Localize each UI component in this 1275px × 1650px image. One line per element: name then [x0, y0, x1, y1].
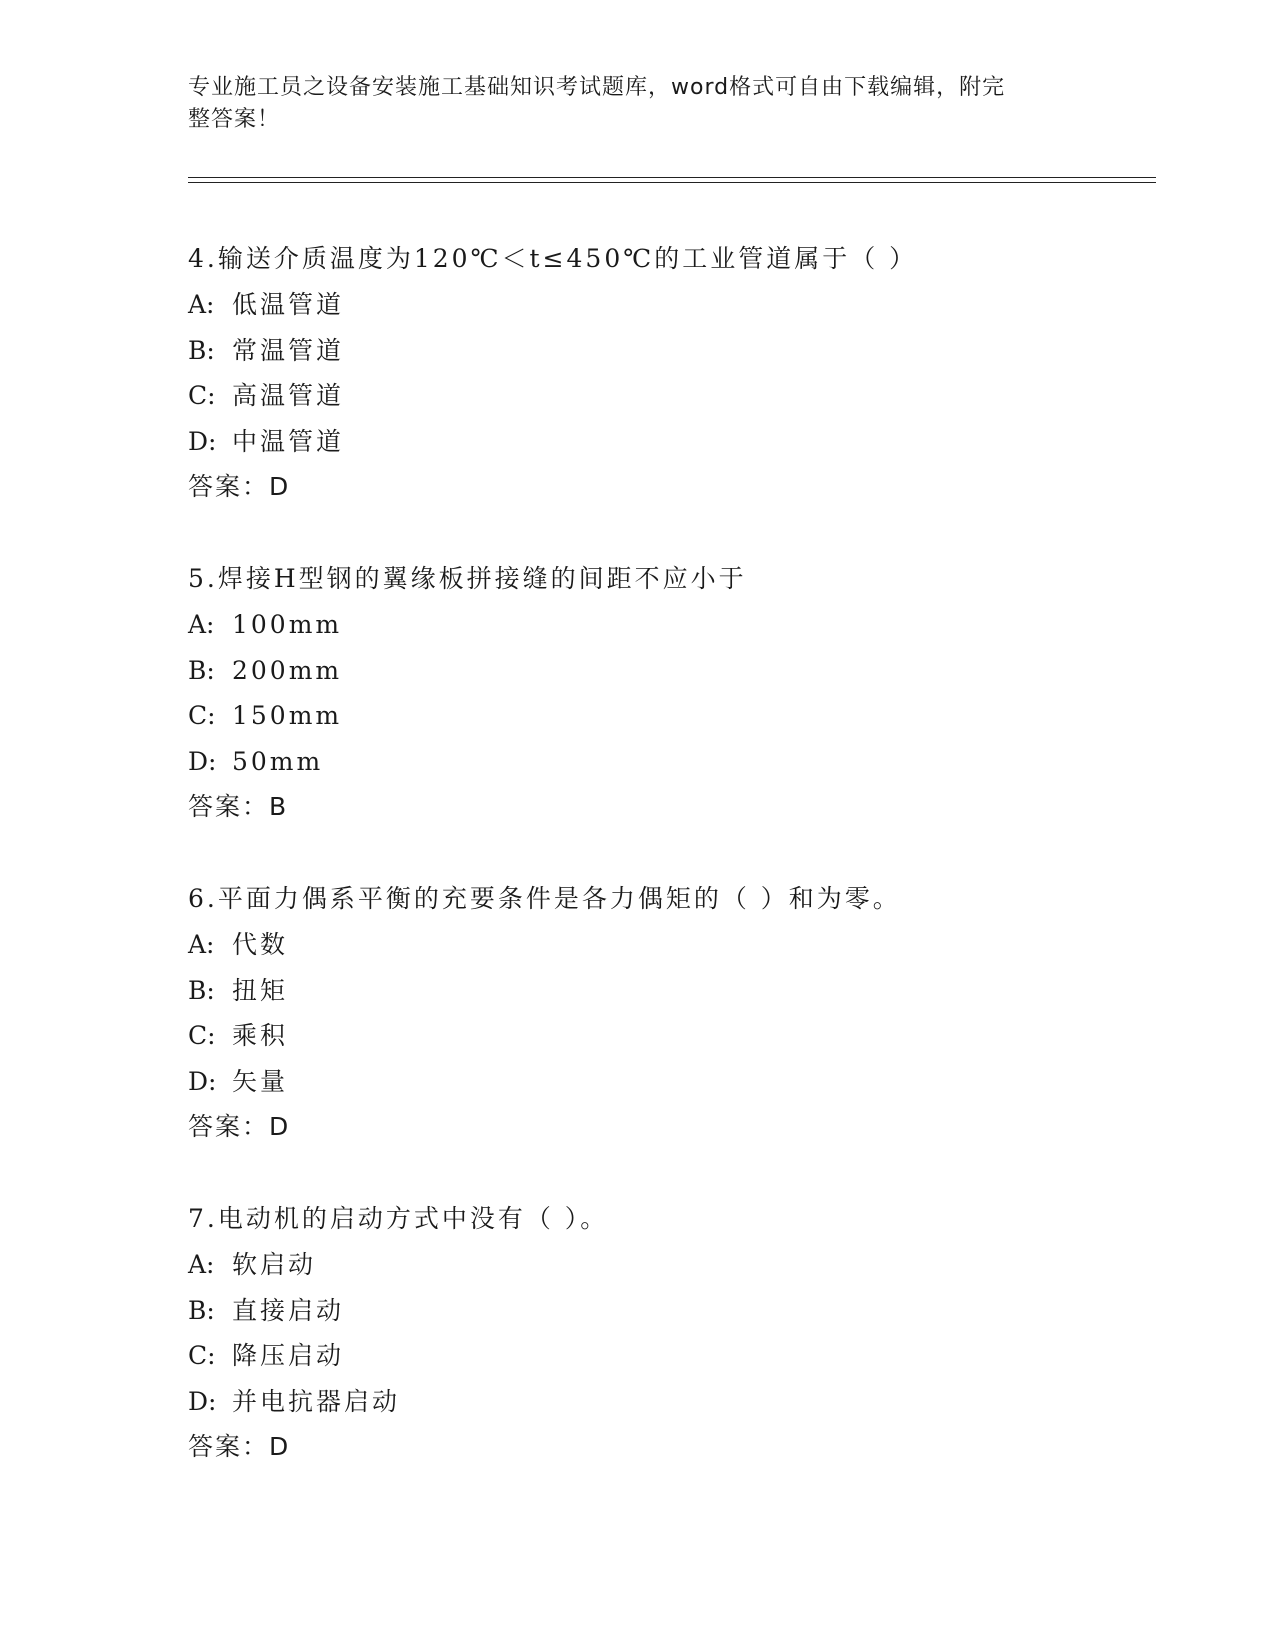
answer-line: 答案：D [188, 472, 291, 501]
answer-line: 答案：B [188, 792, 289, 821]
option-a [188, 602, 1148, 648]
header-divider-bottom [188, 182, 1156, 183]
option-letter: B: [188, 655, 215, 685]
option-a [188, 922, 1148, 968]
question-block [188, 556, 1148, 830]
option-text: 矢量 [232, 1066, 289, 1096]
option-letter: D: [188, 746, 217, 776]
option-letter: C: [188, 381, 216, 410]
question-text: 7.电动机的启动方式中没有（ ）。 [188, 1204, 609, 1233]
option-letter: A: [188, 290, 215, 319]
option-letter: A: [188, 930, 215, 959]
document-header [188, 72, 1068, 136]
option-letter: D: [188, 1066, 217, 1096]
option-letter: A: [188, 1250, 215, 1279]
header-line-2: 整答案！ [188, 107, 281, 132]
option-text: 高温管道 [232, 381, 345, 410]
option-b [188, 328, 1148, 374]
option-c [188, 1013, 1148, 1059]
option-b [188, 1288, 1148, 1334]
option-b [188, 968, 1148, 1014]
option-a [188, 1242, 1148, 1288]
option-letter: B: [188, 335, 215, 365]
option-text: 降压启动 [232, 1341, 345, 1370]
option-d [188, 1379, 1148, 1425]
option-text: 代数 [232, 930, 289, 959]
option-text: 乘积 [232, 1021, 289, 1050]
question-text: 6.平面力偶系平衡的充要条件是各力偶矩的（ ）和为零。 [188, 884, 901, 913]
option-b [188, 648, 1148, 694]
question-block [188, 1196, 1148, 1470]
option-c [188, 693, 1148, 739]
option-letter: C: [188, 1021, 216, 1050]
question-text: 4.输送介质温度为120℃＜t≤450℃的工业管道属于（ ） [188, 244, 918, 273]
option-letter: B: [188, 975, 215, 1005]
answer-line: 答案：D [188, 1432, 291, 1461]
option-d [188, 419, 1148, 465]
option-letter: B: [188, 1295, 215, 1325]
option-c [188, 1333, 1148, 1379]
option-text: 中温管道 [232, 426, 345, 456]
option-text: 常温管道 [232, 335, 345, 365]
question-text: 5.焊接H型钢的翼缘板拼接缝的间距不应小于 [188, 564, 747, 593]
option-c [188, 373, 1148, 419]
option-text: 200mm [232, 655, 343, 685]
option-text: 50mm [232, 746, 324, 776]
answer-line: 答案：D [188, 1112, 291, 1141]
option-letter: D: [188, 1386, 217, 1416]
option-a [188, 282, 1148, 328]
option-text: 低温管道 [232, 290, 345, 319]
option-d [188, 739, 1148, 785]
option-text: 直接启动 [232, 1295, 345, 1325]
option-letter: C: [188, 701, 216, 730]
option-letter: A: [188, 610, 215, 639]
question-block [188, 236, 1148, 510]
option-text: 150mm [232, 701, 343, 730]
option-text: 扭矩 [232, 975, 289, 1005]
option-text: 并电抗器启动 [232, 1386, 401, 1416]
option-d [188, 1059, 1148, 1105]
option-text: 100mm [232, 610, 343, 639]
header-line-1: 专业施工员之设备安装施工基础知识考试题库，word格式可自由下载编辑，附完 [188, 75, 1006, 100]
header-divider-top [188, 177, 1156, 178]
option-letter: D: [188, 426, 217, 456]
option-text: 软启动 [232, 1250, 317, 1279]
option-letter: C: [188, 1341, 216, 1370]
question-block [188, 876, 1148, 1150]
